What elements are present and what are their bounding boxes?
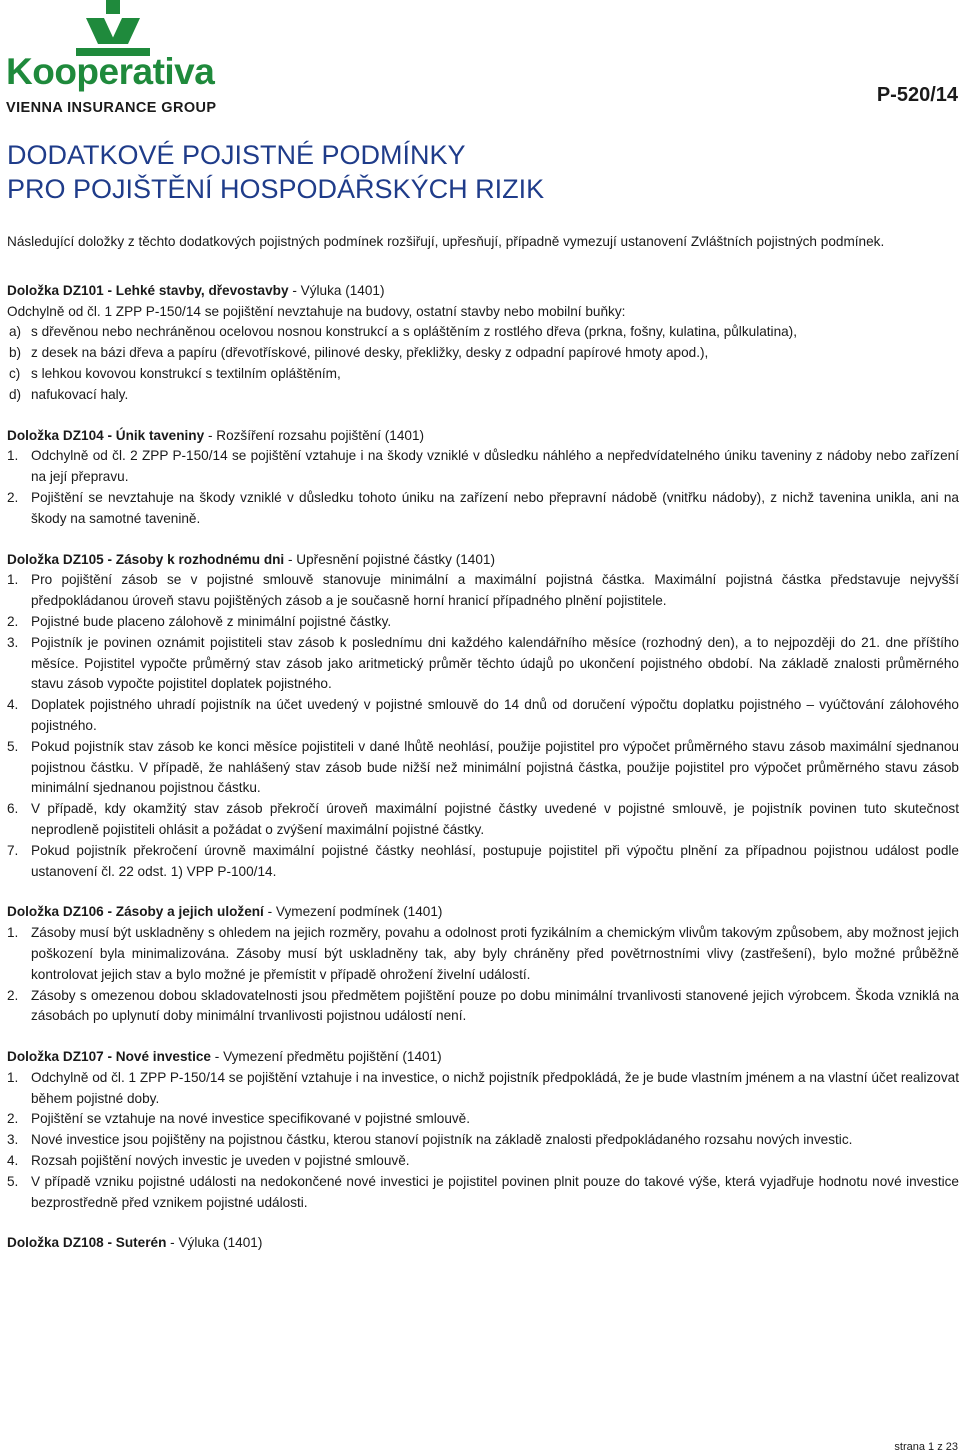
clause-code: Doložka DZ106 - Zásoby a jejich uložení [7, 904, 264, 920]
list-text: Rozsah pojištění nových investic je uveden v pojistné smlouvě. [31, 1153, 410, 1169]
clause-list [7, 322, 959, 405]
clause-description: - Výluka (1401) [288, 282, 385, 298]
list-marker: d) [9, 386, 22, 402]
kooperativa-logo-mark-icon [76, 0, 150, 58]
list-marker: 2. [7, 613, 19, 629]
list-text: V případě vzniku pojistné události na nedokončené nové investici je pojistitel povinen plnit pouze do takové výše, která vyjadřuje hodnotu nové investice bezprostředně před vznikem pojistné události. [31, 1173, 959, 1210]
clause-code: Doložka DZ107 - Nové investice [7, 1049, 211, 1065]
list-text: Odchylně od čl. 1 ZPP P-150/14 se pojištění vztahuje i na investice, o nichž pojistník předpokládá, že je bude vlastním jménem a na vlastní účet realizovat během pojistné doby. [31, 1069, 959, 1106]
clause-heading [7, 902, 959, 923]
clause-dz106 [7, 902, 959, 1027]
list-item [7, 841, 959, 883]
page-number: strana 1 z 23 [894, 1441, 958, 1453]
list-marker: b) [9, 345, 22, 361]
list-text: V případě, kdy okamžitý stav zásob překročí úroveň maximální pojistné částky uvedené v pojistné smlouvě, je pojistník povinen tuto skutečnost neprodleně pojistiteli ohlásit a požádat o zvýšení maximální pojistné částky. [31, 801, 959, 837]
list-marker: 5. [7, 1173, 19, 1189]
list-item [7, 1109, 959, 1130]
list-text: z desek na bázi dřeva a papíru (dřevotřískové, pilinové desky, překližky, desky z odpadní papírové hmoty apod.), [31, 345, 709, 361]
clause-description: - Výluka (1401) [166, 1235, 263, 1251]
list-item [7, 1130, 959, 1151]
list-item [7, 986, 959, 1028]
list-marker: c) [9, 365, 21, 381]
page-title-line-1: DODATKOVÉ POJISTNÉ PODMÍNKY [7, 140, 466, 170]
list-text: s lehkou kovovou konstrukcí s textilním opláštěním, [31, 365, 341, 381]
list-item [7, 322, 959, 343]
page-title-line-2: PRO POJIŠTĚNÍ HOSPODÁŘSKÝCH RIZIK [7, 174, 545, 204]
list-marker: 2. [7, 987, 19, 1003]
list-item [7, 695, 959, 737]
list-text: nafukovací haly. [31, 386, 129, 402]
clause-dz101 [7, 281, 959, 406]
clause-heading [7, 281, 959, 302]
kooperativa-logo [4, 0, 217, 122]
list-text: s dřevěnou nebo nechráněnou ocelovou nosnou konstrukcí a s opláštěním z rostlého dřeva (prkna, fošny, kulatina, půlkulatina), [31, 324, 797, 340]
clause-dz108 [7, 1233, 959, 1254]
logo-wordmark: Kooperativa [6, 51, 215, 92]
list-item [7, 799, 959, 841]
clause-list [7, 923, 959, 1027]
clause-code: Doložka DZ108 - Suterén [7, 1235, 167, 1251]
list-text: Pojistné bude placeno zálohově z minimální pojistné částky. [31, 613, 392, 629]
list-text: Nové investice jsou pojištěny na pojistnou částku, kterou stanoví pojistník na základě znalosti předpokládaného rozsahu nových investic. [31, 1132, 853, 1148]
list-item [7, 385, 959, 406]
clause-description: - Rozšíření rozsahu pojištění (1401) [204, 427, 425, 443]
logo-group-name: VIENNA INSURANCE GROUP [6, 100, 217, 116]
list-marker: 6. [7, 801, 19, 817]
clause-list [7, 1068, 959, 1214]
document-body [7, 232, 959, 1274]
list-marker: 3. [7, 1132, 19, 1148]
list-marker: 2. [7, 489, 19, 505]
clause-heading [7, 1233, 959, 1254]
list-marker: 5. [7, 738, 19, 754]
list-item [7, 737, 959, 799]
list-text: Pojištění se vztahuje na nové investice specifikované v pojistné smlouvě. [31, 1111, 471, 1127]
clause-lead: Odchylně od čl. 1 ZPP P-150/14 se pojištění nevztahuje na budovy, ostatní stavby nebo mobilní buňky: [7, 303, 626, 319]
list-text: Pojištění se nevztahuje na škody vzniklé v důsledku tohoto úniku na zařízení nebo přepravní nádobě (vnitřku nádoby), z nichž tavenina unikla, ani na škody na samotné tavenině. [31, 489, 959, 526]
list-marker: 2. [7, 1111, 19, 1127]
list-marker: 1. [7, 448, 19, 464]
list-text: Doplatek pojistného uhradí pojistník na účet uvedený v pojistné smlouvě do 14 dnů od doručení výpočtu doplatku pojistného – vyúčtování zálohového pojistného. [31, 697, 959, 733]
list-marker: 7. [7, 842, 19, 858]
clause-heading [7, 1047, 959, 1068]
clause-code: Doložka DZ105 - Zásoby k rozhodnému dni [7, 551, 285, 567]
list-item [7, 343, 959, 364]
clause-description: - Upřesnění pojistné částky (1401) [284, 551, 496, 567]
list-item [7, 488, 959, 530]
list-text: Pokud pojistník stav zásob ke konci měsíce pojistiteli v dané lhůtě neohlásí, použije pojistitel pro výpočet průměrného stavu zásob maximální sjednanou pojistnou částku. V případě, že nahlášený stav zásob bude nižší než minimální pojistná částka, použije pojistitel pro výpočet průměrného stavu zásob minimální sjednanou pojistnou částku. [31, 738, 959, 796]
clause-heading [7, 426, 959, 447]
list-item [7, 570, 959, 612]
list-item [7, 1172, 959, 1214]
clause-description: - Vymezení předmětu pojištění (1401) [210, 1049, 442, 1065]
clause-dz105 [7, 550, 959, 883]
intro-paragraph: Následující doložky z těchto dodatkových pojistných podmínek rozšiřují, upřesňují, případně vymezují ustanovení Zvláštních pojistných podmínek. [7, 234, 885, 249]
list-item [7, 633, 959, 695]
list-item [7, 923, 959, 985]
document-code: P-520/14 [876, 84, 958, 106]
list-marker: 1. [7, 925, 19, 941]
clause-description: - Vymezení podmínek (1401) [263, 904, 443, 920]
clause-dz104 [7, 426, 959, 530]
list-text: Pojistník je povinen oznámit pojistiteli stav zásob k poslednímu dni každého kalendářního měsíce (rozhodný den), a to nejpozději do 21. dne příštího měsíce. Pojistitel vypočte průměrný stav zásob jako aritmetický průměr těchto údajů po ukončení pojistného období. Na základě znalosti průměrného stavu zásob vypočte pojistitel doplatek pojistného. [31, 634, 959, 692]
page-title [7, 138, 544, 206]
clause-list [7, 446, 959, 529]
list-marker: a) [9, 324, 22, 340]
list-text: Odchylně od čl. 2 ZPP P-150/14 se pojištění vztahuje i na škody vzniklé v důsledku náhlého a nepředvídatelného úniku taveniny z nádoby nebo zařízení na její přepravu. [31, 448, 959, 485]
list-marker: 1. [7, 1069, 19, 1085]
list-item [7, 446, 959, 488]
list-text: Pro pojištění zásob se v pojistné smlouvě stanovuje minimální a maximální pojistná částka. Maximální pojistná částka představuje nejvyšší předpokládanou úroveň stavu pojištěných zásob a je současně horní hranicí případného plnění pojistitele. [31, 572, 959, 609]
clause-list [7, 570, 959, 882]
list-marker: 1. [7, 572, 19, 588]
clause-dz107 [7, 1047, 959, 1213]
list-item [7, 1151, 959, 1172]
clause-code: Doložka DZ101 - Lehké stavby, dřevostavby [7, 282, 289, 298]
list-text: Pokud pojistník překročení úrovně maximální pojistné částky neohlásí, postupuje pojistitel při výpočtu plnění za případnou pojistnou událost podle ustanovení čl. 22 odst. 1) VPP P-100/14. [31, 842, 959, 879]
list-marker: 3. [7, 634, 19, 650]
list-text: Zásoby musí být uskladněny s ohledem na jejich rozměry, povahu a odolnost proti fyzikálním a chemickým vlivům takovým způsobem, aby možnost jejich poškození byla minimalizována. Zásoby musí být uskladněny tak, aby byly chráněny před povětrnostními vlivy (zastřešení), bylo možné průběžně kontrolovat jejich stav a bylo možné je přemístit v případě ohrožení živelní událostí. [31, 925, 959, 982]
clause-code: Doložka DZ104 - Únik taveniny [7, 427, 205, 443]
list-marker: 4. [7, 697, 19, 713]
list-item [7, 364, 959, 385]
clause-heading [7, 550, 959, 571]
list-text: Zásoby s omezenou dobou skladovatelnosti jsou předmětem pojištění pouze po dobu minimální trvanlivosti stanovené jejich výrobcem. Škoda vzniklá na zásobách po uplynutí doby minimální trvanlivosti pojistnou událostí není. [31, 987, 959, 1024]
list-marker: 4. [7, 1153, 19, 1169]
list-item [7, 1068, 959, 1110]
list-item [7, 612, 959, 633]
